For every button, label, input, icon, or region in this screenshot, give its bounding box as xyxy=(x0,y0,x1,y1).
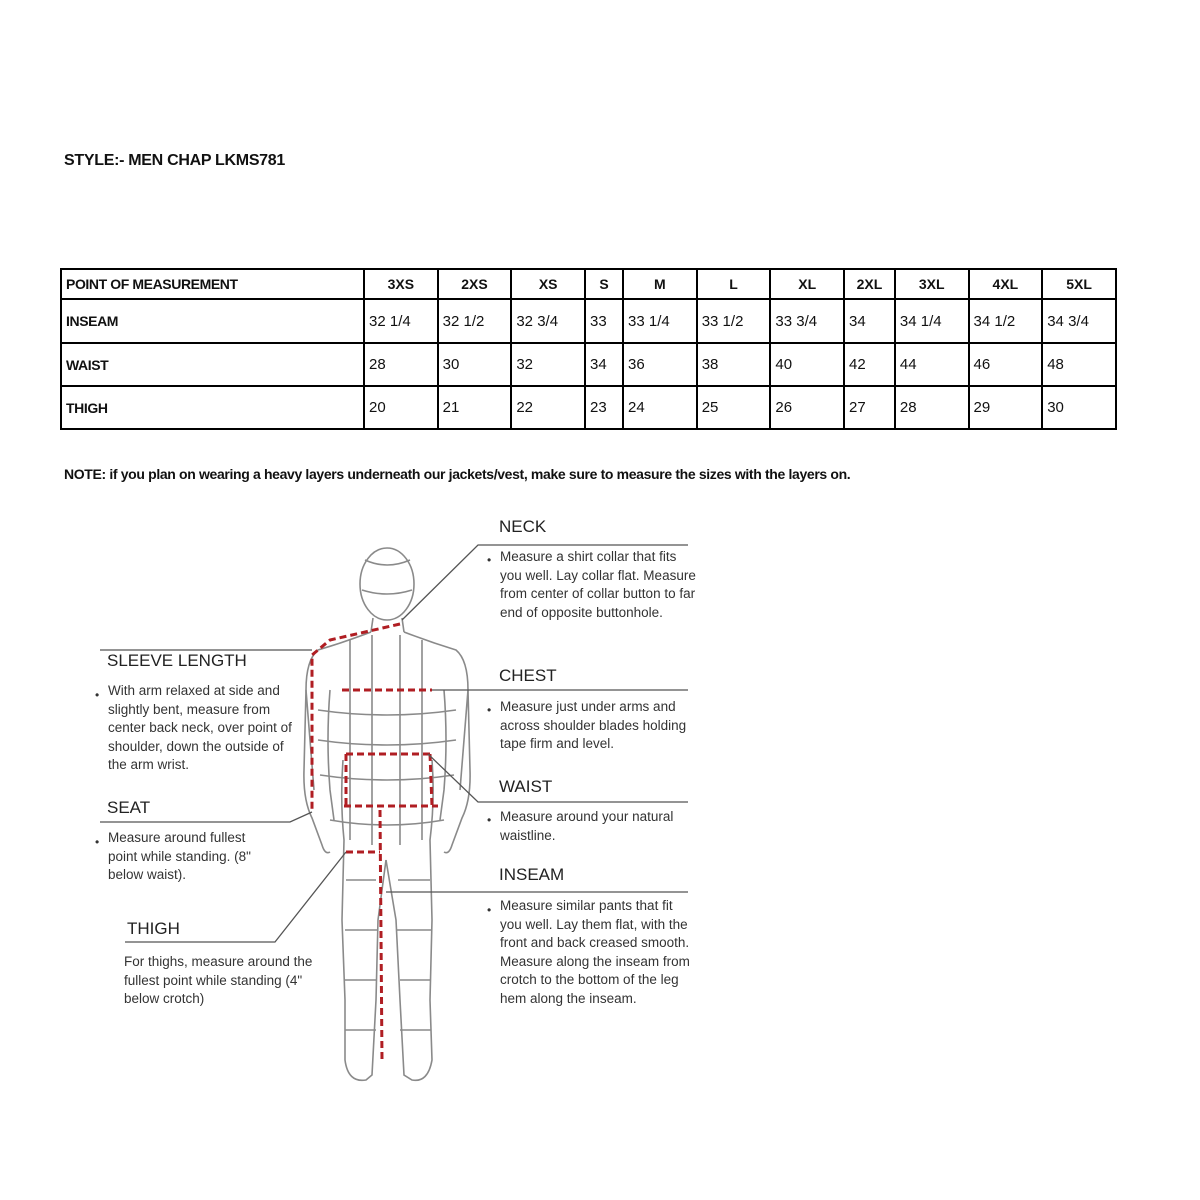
table-cell: 25 xyxy=(697,386,771,429)
sleeve-length-title: SLEEVE LENGTH xyxy=(107,651,247,670)
table-cell: 24 xyxy=(623,386,697,429)
table-cell: 33 1/2 xyxy=(697,299,771,343)
bullet-icon: • xyxy=(487,703,492,717)
table-row-inseam xyxy=(61,299,1116,343)
table-cell: 21 xyxy=(438,386,512,429)
row-label: THIGH xyxy=(61,386,364,429)
waist-title: WAIST xyxy=(499,777,553,796)
neck-description: Measure a shirt collar that fits you well. Lay collar flat. Measure from center of collar button to far end of opposite buttonhole. xyxy=(500,549,696,620)
size-header: 2XS xyxy=(438,269,512,299)
table-cell: 22 xyxy=(511,386,585,429)
table-cell: 28 xyxy=(895,386,969,429)
table-cell: 34 xyxy=(844,299,895,343)
bullet-icon: • xyxy=(95,688,100,702)
inseam-measure-line xyxy=(380,810,382,1060)
table-cell: 40 xyxy=(770,343,844,386)
table-cell: 32 xyxy=(511,343,585,386)
table-cell: 20 xyxy=(364,386,438,429)
table-cell: 48 xyxy=(1042,343,1116,386)
table-row-waist xyxy=(61,343,1116,386)
table-cell: 33 xyxy=(585,299,623,343)
sleeve-measure-line xyxy=(312,624,400,810)
inseam-description: Measure similar pants that fit you well. Lay them flat, with the front and back creased smooth. Measure along the inseam from crotch to the bottom of the leg hem along the inseam. xyxy=(500,898,690,1006)
table-header-row xyxy=(61,269,1116,299)
neck-title: NECK xyxy=(499,517,547,536)
chest-description: Measure just under arms and across shoulder blades holding tape firm and level. xyxy=(500,699,687,751)
table-cell: 28 xyxy=(364,343,438,386)
bullet-icon: • xyxy=(95,835,100,849)
thigh-description: For thighs, measure around the fullest point while standing (4" below crotch) xyxy=(124,954,313,1006)
chest-title: CHEST xyxy=(499,666,557,685)
thigh-title: THIGH xyxy=(127,919,180,938)
size-chart-table xyxy=(60,268,1117,430)
note-text: NOTE: if you plan on wearing a heavy layers underneath our jackets/vest, make sure to measure the sizes with the layers on. xyxy=(64,466,851,482)
bullet-icon: • xyxy=(487,813,492,827)
bullet-icon: • xyxy=(487,903,492,917)
table-cell: 32 1/4 xyxy=(364,299,438,343)
size-header: 4XL xyxy=(969,269,1043,299)
seat-description: Measure around fullest point while standing. (8" below waist). xyxy=(108,830,251,882)
bullet-icon: • xyxy=(487,553,492,567)
table-cell: 26 xyxy=(770,386,844,429)
size-header: 3XS xyxy=(364,269,438,299)
inseam-title: INSEAM xyxy=(499,865,565,884)
size-header: XL xyxy=(770,269,844,299)
table-cell: 33 1/4 xyxy=(623,299,697,343)
seat-title: SEAT xyxy=(107,798,151,817)
table-cell: 46 xyxy=(969,343,1043,386)
table-cell: 30 xyxy=(438,343,512,386)
size-header: S xyxy=(585,269,623,299)
table-cell: 32 1/2 xyxy=(438,299,512,343)
size-header: 5XL xyxy=(1042,269,1116,299)
table-cell: 30 xyxy=(1042,386,1116,429)
table-cell: 33 3/4 xyxy=(770,299,844,343)
table-cell: 36 xyxy=(623,343,697,386)
waist-description: Measure around your natural waistline. xyxy=(500,809,674,843)
table-cell: 32 3/4 xyxy=(511,299,585,343)
table-cell: 44 xyxy=(895,343,969,386)
size-header: L xyxy=(697,269,771,299)
table-row-thigh xyxy=(61,386,1116,429)
row-label: INSEAM xyxy=(61,299,364,343)
table-cell: 38 xyxy=(697,343,771,386)
table-cell: 34 1/2 xyxy=(969,299,1043,343)
table-cell: 42 xyxy=(844,343,895,386)
row-label: WAIST xyxy=(61,343,364,386)
size-header: M xyxy=(623,269,697,299)
table-cell: 27 xyxy=(844,386,895,429)
table-cell: 34 3/4 xyxy=(1042,299,1116,343)
table-cell: 29 xyxy=(969,386,1043,429)
measurement-lines xyxy=(312,624,438,1060)
table-cell: 34 xyxy=(585,343,623,386)
header-label: POINT OF MEASUREMENT xyxy=(61,269,364,299)
size-header: 2XL xyxy=(844,269,895,299)
sleeve-length-description: With arm relaxed at side and slightly bent, measure from center back neck, over point of shoulder, down the outside of the arm wrist. xyxy=(108,683,292,772)
size-header: 3XL xyxy=(895,269,969,299)
size-header: XS xyxy=(511,269,585,299)
table-cell: 23 xyxy=(585,386,623,429)
style-title: STYLE:- MEN CHAP LKMS781 xyxy=(64,152,285,169)
table-cell: 34 1/4 xyxy=(895,299,969,343)
